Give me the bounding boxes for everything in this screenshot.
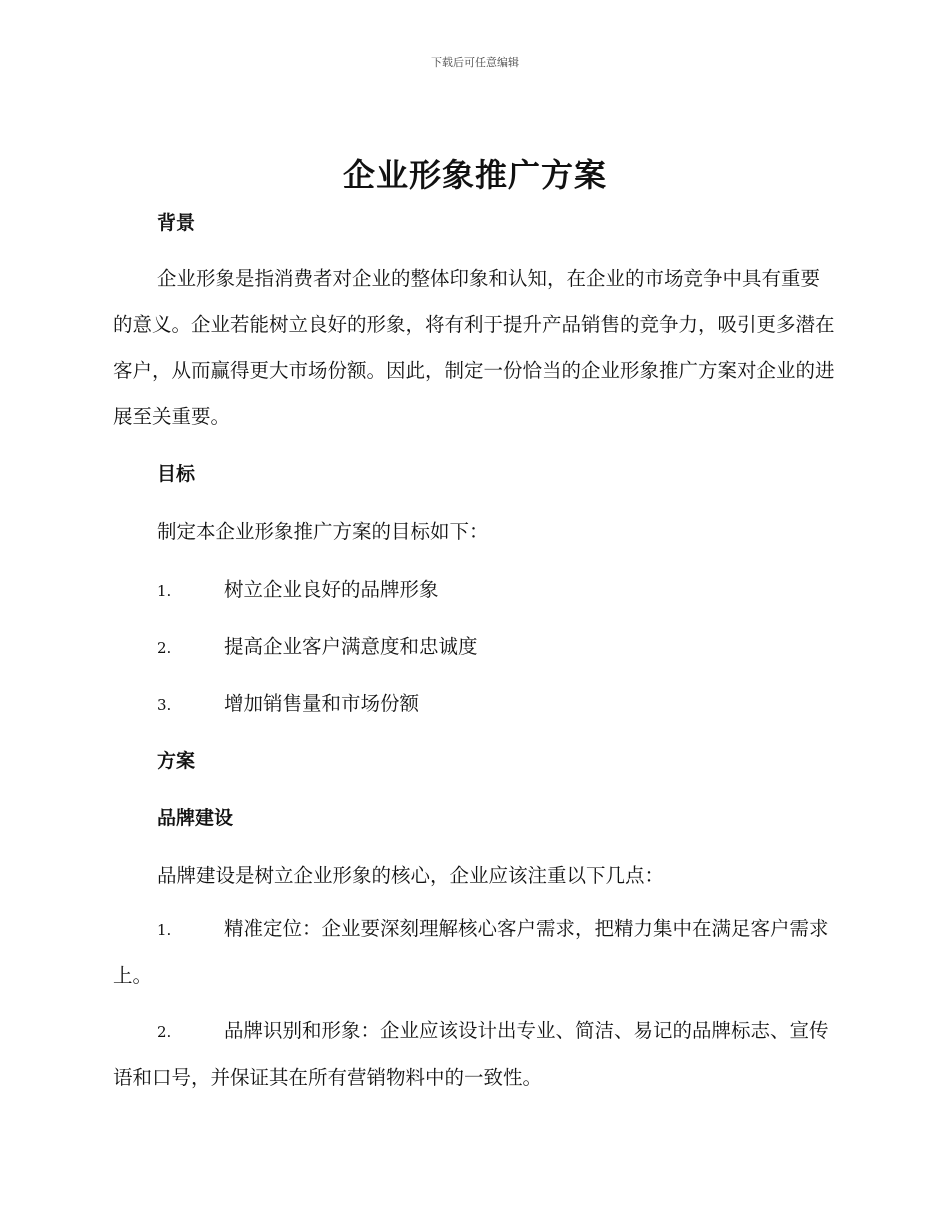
list-number: 1. (157, 921, 172, 939)
list-number: 2. (157, 639, 172, 657)
section-heading-background: 背景 (157, 212, 196, 234)
header-note: 下载后可任意编辑 (431, 56, 519, 69)
section-heading-brand: 品牌建设 (157, 807, 234, 829)
list-item-text: 提高企业客户满意度和忠诚度 (224, 635, 478, 658)
list-item-text: 增加销售量和市场份额 (224, 692, 420, 715)
document-title: 企业形象推广方案 (342, 156, 607, 194)
section-heading-goals: 目标 (157, 463, 196, 485)
brand-intro: 品牌建设是树立企业形象的核心，企业应该注重以下几点： (157, 864, 665, 887)
list-number: 2. (157, 1023, 172, 1041)
list-number: 3. (157, 696, 172, 714)
list-item-text: 精准定位：企业要深刻理解核心客户需求，把精力集中在满足客户需求上。 (113, 917, 829, 987)
background-paragraph: 企业形象是指消费者对企业的整体印象和认知，在企业的市场竞争中具有重要的意义。企业若能树立良好的形象，将有利于提升产品销售的竞争力，吸引更多潜在客户，从而赢得更大市场份额。因此，制定一份恰当的企业形象推广方案对企业的进展至关重要。 (113, 267, 835, 428)
goals-intro: 制定本企业形象推广方案的目标如下： (157, 520, 489, 543)
list-item (157, 688, 419, 716)
list-item (113, 906, 835, 999)
list-item-text: 树立企业良好的品牌形象 (224, 578, 439, 601)
list-number: 1. (157, 582, 172, 600)
list-item (113, 1008, 835, 1101)
list-item (157, 631, 478, 659)
section-heading-plan: 方案 (157, 750, 196, 772)
list-item-text: 品牌识别和形象：企业应该设计出专业、简洁、易记的品牌标志、宣传语和口号，并保证其在所有营销物料中的一致性。 (113, 1019, 829, 1089)
list-item (157, 574, 439, 602)
